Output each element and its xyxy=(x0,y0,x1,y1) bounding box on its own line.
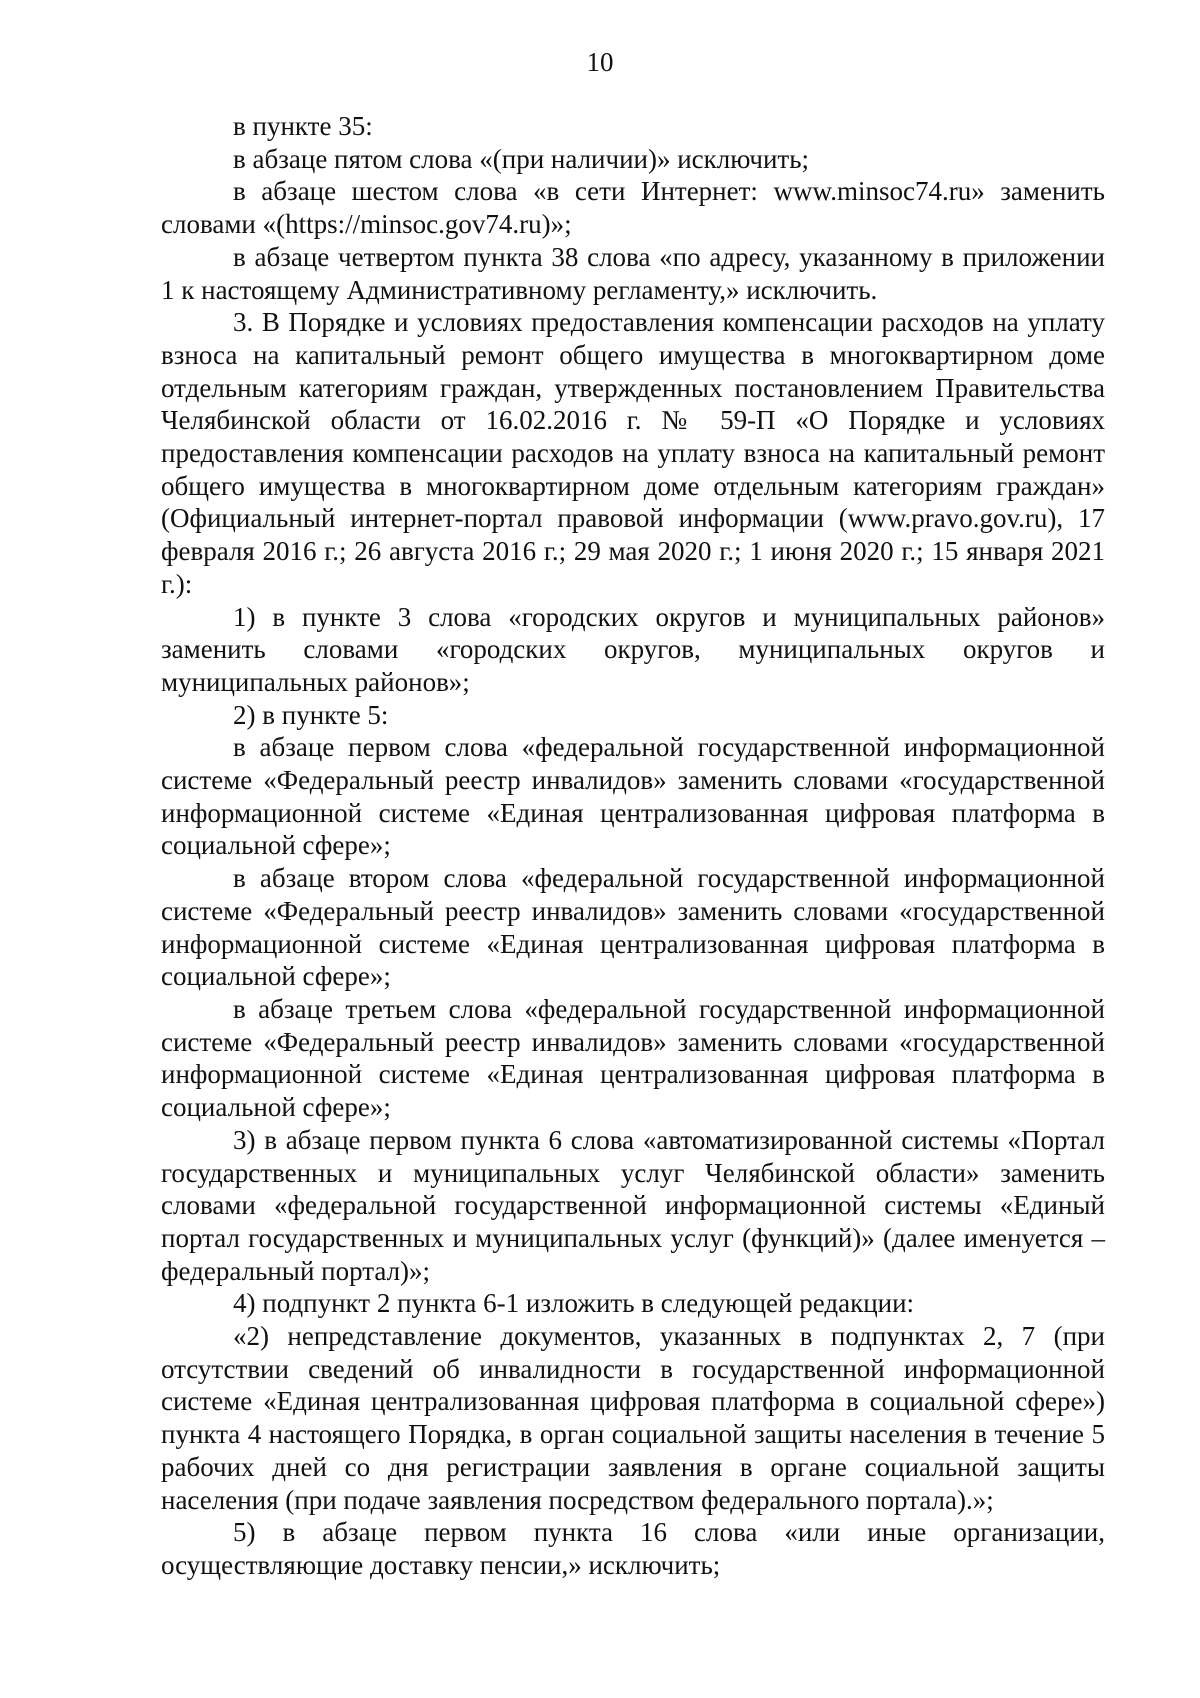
paragraph-point-35: в пункте 35: xyxy=(233,111,373,141)
paragraph-item-2-abzac-1: в абзаце первом слова «федеральной государственной информационной системе «Федеральный реестр инвалидов» заменить словами «государственной информационной системе «Единая централизованная цифровая платформа в социальной сфере»; xyxy=(161,732,1105,861)
paragraph-item-4: 4) подпункт 2 пункта 6-1 изложить в следующей редакции: xyxy=(233,1288,915,1319)
paragraph-point-38: в абзаце четвертом пункта 38 слова «по адресу, указанному в приложении 1 к настоящему Административному регламенту,» исключить. xyxy=(161,241,1105,305)
paragraph-item-4-quote: «2) непредставление документов, указанных в подпунктах 2, 7 (при отсутствии сведений об инвалидности в государственной информационной системе «Единая централизованная цифровая платформа в социальной сфере») пункта 4 настоящего Порядка, в орган социальной защиты населения в течение 5 рабочих дней со дня регистрации заявления в органе социальной защиты населения (при подаче заявления посредством федерального портала).»; xyxy=(161,1321,1105,1515)
document-body xyxy=(161,110,1105,1582)
paragraph-section-3: 3. В Порядке и условиях предоставления компенсации расходов на уплату взноса на капитальный ремонт общего имущества в многоквартирном доме отдельным категориям граждан, утвержденных постановлением Правительства Челябинской области от 16.02.2016 г. № 59-П «О Порядке и условиях предоставления компенсации расходов на уплату взноса на капитальный ремонт общего имущества в многоквартирном доме отдельным категориям граждан» (Официальный интернет-портал правовой информации (www.pravo.gov.ru), 17 февраля 2016 г.; 26 августа 2016 г.; 29 мая 2020 г.; 1 июня 2020 г.; 15 января 2021 г.): xyxy=(161,307,1105,599)
paragraph-item-1: 1) в пункте 3 слова «городских округов и муниципальных районов» заменить словами «городских округов, муниципальных округов и муниципальных районов»; xyxy=(161,601,1105,697)
paragraph-abzac-6: в абзаце шестом слова «в сети Интернет: www.minsoc74.ru» заменить словами «(https://minsoc.gov74.ru)»; xyxy=(161,176,1105,240)
paragraph-item-2-abzac-2: в абзаце втором слова «федеральной государственной информационной системе «Федеральный реестр инвалидов» заменить словами «государственной информационной системе «Единая централизованная цифровая платформа в социальной сфере»; xyxy=(161,863,1105,992)
paragraph-abzac-5: в абзаце пятом слова «(при наличии)» исключить; xyxy=(233,143,810,174)
page-number: 10 xyxy=(586,47,614,77)
paragraph-item-3: 3) в абзаце первом пункта 6 слова «автоматизированной системы «Портал государственных и муниципальных услуг Челябинской области» заменить словами «федеральной государственной информационной системы «Единый портал государственных и муниципальных услуг (функций)» (далее именуется – федеральный портал)»; xyxy=(161,1124,1105,1286)
paragraph-item-5: 5) в абзаце первом пункта 16 слова «или иные организации, осуществляющие доставку пенсии,» исключить; xyxy=(161,1517,1105,1580)
paragraph-item-2-abzac-3: в абзаце третьем слова «федеральной государственной информационной системе «Федеральный реестр инвалидов» заменить словами «государственной информационной системе «Единая централизованная цифровая платформа в социальной сфере»; xyxy=(161,993,1105,1123)
paragraph-item-2: 2) в пункте 5: xyxy=(233,699,389,730)
